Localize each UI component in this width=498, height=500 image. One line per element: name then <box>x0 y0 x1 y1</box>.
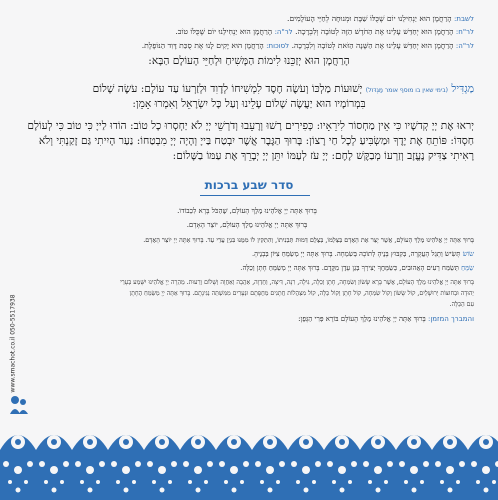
magdil-line-1 <box>20 82 474 98</box>
title-underline <box>200 195 310 196</box>
bracha-6-text-2: יְהוּדָה וּבְחוּצוֹת יְרוּשָׁלַיִם, קוֹל שָׂשׂוֹן וְקוֹל שִׂמְחָה, קוֹל חָתָן וְקוֹל כַּלָּה, קוֹל מִצְהֲלוֹת חֲתָנִים מֵחֻפָּתָם וּנְעָרִים מִמִּשְׁתֵּה נְגִינָתָם. בָּרוּךְ אַתָּה יְיָ מְשַׂמֵּחַ הֶחָתָן <box>129 290 474 297</box>
magdil-line-2 <box>0 97 498 112</box>
bracha-1-text: בָּרוּךְ אַתָּה יְיָ אֱלֹהֵינוּ מֶלֶךְ הָעוֹלָם, שֶׁהַכֹּל בָּרָא לִכְבוֹדוֹ. <box>177 207 317 215</box>
yiru-text-2: חַסְדּוֹ: פּוֹתֵחַ אֶת יָדֶךָ וּמַשְׂבִּיעַ לְכָל חַי רָצוֹן: בָּרוּךְ הַגֶּבֶר אֲשֶׁר יִבְטַח בַּייָ וְהָיָה יְיָ מִבְטַחוֹ: נַעַר הָיִיתִי גַּם זָקַנְתִּי וְלֹא <box>38 135 474 147</box>
yiru-line-2 <box>20 134 474 149</box>
bracha-6-text-1: בָּרוּךְ אַתָּה יְיָ אֱלֹהֵינוּ מֶלֶךְ הָעוֹלָם, אֲשֶׁר בָּרָא שָׂשׂוֹן וְשִׂמְחָה, חָתָן וְכַלָּה, גִּילָה, רִנָּה, דִּיצָה, וְחֶדְוָה, אַהֲבָה וְאַחֲוָה וְשָׁלוֹם וְרֵעוּת. מְהֵרָה יְיָ אֱלֹהֵינוּ יִשָּׁמַע בְּעָרֵי <box>120 279 474 286</box>
bracha-5 <box>20 263 474 273</box>
sukkot-label: לסוכות: <box>266 42 290 50</box>
rosh-hashana-label: לר"ה: <box>274 28 293 36</box>
magdil-label: מַגְדִּיל <box>451 83 474 95</box>
yiru-line-3 <box>20 149 474 164</box>
new-year-text: הָרַחֲמָן הוּא יְחַדֵּשׁ עָלֵינוּ אֶת הַשָּׁנָה הַזֹּאת לְטוֹבָה וְלִבְרָכָה. <box>291 41 454 50</box>
side-contact-text: www.smachot.co.il 050-5517938 <box>9 294 17 393</box>
bracha-1 <box>20 206 474 216</box>
bracha-7 <box>20 314 474 324</box>
sukkot-text: הָרַחֲמָן הוּא יָקִים לָנוּ אֶת סֻכַּת דָּוִד הַנּוֹפָלֶת. <box>141 41 264 50</box>
yiru-line-1 <box>20 119 474 134</box>
new-year-label: לר"ה: <box>455 42 474 50</box>
yiru-text-3: רָאִיתִי צַדִּיק נֶעֱזָב וְזַרְעוֹ מְבַקֶּשׁ לָחֶם: יְיָ עֹז לְעַמּוֹ יִתֵּן יְיָ יְבָרֵךְ אֶת עַמּוֹ בַשָּׁלוֹם: <box>172 150 474 162</box>
rosh-chodesh-line <box>20 27 474 37</box>
bracha-5-label: שַׂמֵּחַ <box>461 264 474 272</box>
bracha-7-text: בָּרוּךְ אַתָּה יְיָ אֱלֹהֵינוּ מֶלֶךְ הָעוֹלָם בּוֹרֵא פְּרִי הַגָּפֶן: <box>298 315 426 323</box>
smachot-logo-icon <box>6 392 32 418</box>
rosh-chodesh-text: הָרַחֲמָן הוּא יְחַדֵּשׁ עָלֵינוּ אֶת הַחֹדֶשׁ הַזֶּה לְטוֹבָה וְלִבְרָכָה. <box>295 27 454 36</box>
lace-border <box>0 420 498 500</box>
bracha-5-text: תְּשַׂמַּח רֵעִים הָאֲהוּבִים, כְּשַׂמֵּחֲךָ יְצִירְךָ בְּגַן עֵדֶן מִקֶּדֶם. בָּרוּךְ אַתָּה יְיָ מְשַׂמֵּחַ חָתָן וְכַלָּה. <box>240 264 459 272</box>
rosh-hashana-text: הָרַחֲמָן הוּא יַנְחִילֵנוּ יוֹם שֶׁכֻּלּוֹ טוֹב. <box>175 27 273 36</box>
sheva-brachot-title: סדר שבע ברכות <box>204 178 294 192</box>
bracha-4-label: שׂוֹשׂ <box>462 250 474 258</box>
bracha-7-label: והמברך המזמן: <box>428 315 474 323</box>
bracha-3 <box>20 235 474 245</box>
shabbat-text: הָרַחֲמָן הוּא יַנְחִילֵנוּ יוֹם שֶׁכֻּלּוֹ שַׁבָּת וּמְנוּחָה לְחַיֵּי הָעוֹלָמִים. <box>287 14 452 23</box>
bracha-6-line-1 <box>20 278 474 288</box>
bracha-6-line-3 <box>20 300 474 310</box>
bracha-3-text: בָּרוּךְ אַתָּה יְיָ אֱלֹהֵינוּ מֶלֶךְ הָעוֹלָם, אֲשֶׁר יָצַר אֶת הָאָדָם בְּצַלְמוֹ, בְּצֶלֶם דְּמוּת תַּבְנִיתוֹ, וְהִתְקִין לוֹ מִמֶּנּוּ בִּנְיַן עֲדֵי עַד. בָּרוּךְ אַתָּה יְיָ יוֹצֵר הָאָדָם. <box>143 236 474 244</box>
bracha-4 <box>20 249 474 259</box>
mashiach-text: הָרַחֲמָן הוּא יְזַכֵּנוּ לִימוֹת הַמָּשִׁיחַ וּלְחַיֵּי הָעוֹלָם הַבָּא: <box>148 55 350 67</box>
rosh-chodesh-label: לר"ח: <box>455 28 474 36</box>
bracha-2-text: בָּרוּךְ אַתָּה יְיָ אֱלֹהֵינוּ מֶלֶךְ הָעוֹלָם, יוֹצֵר הָאָדָם. <box>186 221 308 229</box>
shabbat-line <box>20 14 474 24</box>
bracha-2 <box>20 220 474 230</box>
new-year-line <box>20 41 474 51</box>
bracha-6-text-3: עִם הַכַּלָּה. <box>449 301 474 308</box>
bracha-4-text: תָּשִׂישׂ וְתָגֵל הָעֲקָרָה, בְּקִבּוּץ בָּנֶיהָ לְתוֹכָהּ בְּשִׂמְחָה. בָּרוּךְ אַתָּה יְיָ מְשַׂמֵּחַ צִיּוֹן בְּבָנֶיהָ. <box>252 250 461 258</box>
yiru-text-1: יְראוּ אֶת יְיָ קְדשָׁיו כִּי אֵין מַחְסוֹר לִירֵאָיו: כְּפִירִים רָשׁוּ וְרָעֵבוּ וְדֹרְשֵׁי יְיָ לֹא יַחְסְרוּ כָל טוֹב: הוֹדוּ לַייָ כִּי טוֹב כִּי לְעוֹלָם <box>27 120 474 132</box>
magdil-text-1: יְשׁוּעוֹת מַלְכּוֹ וְעֹשֶׂה חֶסֶד לִמְשִׁיחוֹ לְדָוִד וּלְזַרְעוֹ עַד עוֹלָם: עֹשֶׂה שָׁלוֹם <box>92 83 363 95</box>
shabbat-label: לשבת: <box>454 15 474 23</box>
mashiach-line <box>0 54 498 69</box>
magdil-note: (בימי שאין בו מוסף אומר מַגְדּוֹל) <box>365 87 449 94</box>
bracha-6-line-2 <box>20 289 474 299</box>
magdil-text-2: בִּמְרוֹמָיו הוּא יַעֲשֶׂה שָׁלוֹם עָלֵינוּ וְעַל כָּל יִשְׂרָאֵל וְאִמְרוּ אָמֵן: <box>132 98 366 110</box>
